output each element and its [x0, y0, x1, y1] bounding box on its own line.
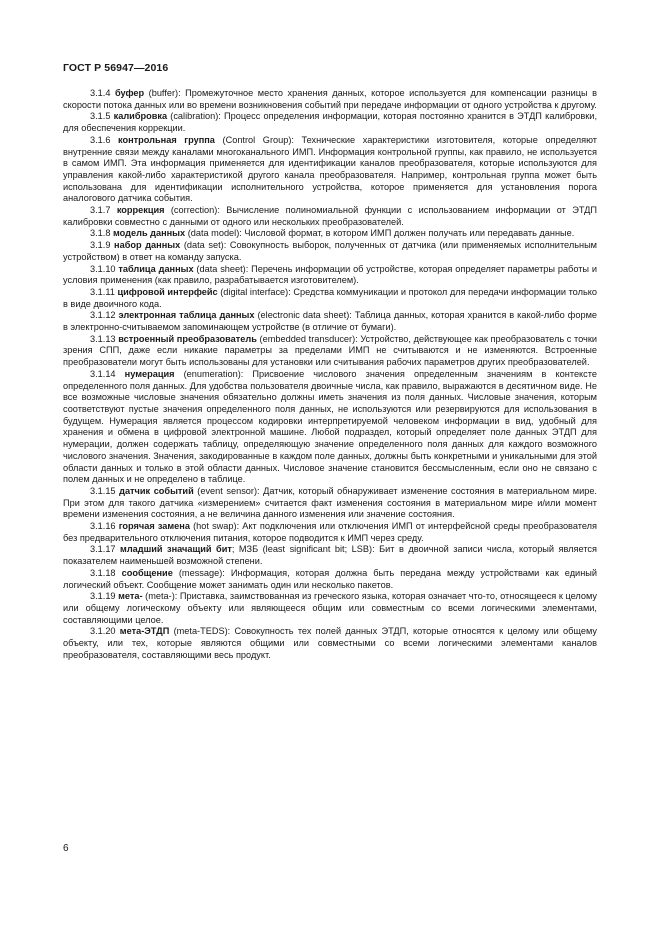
term-definition: (message): Информация, которая должна быть передана между устройствами как единый логический объект. Сообщение может занимать один или несколько пакетов.	[63, 567, 597, 590]
term-number: 3.1.20	[90, 626, 116, 637]
standard-header: ГОСТ Р 56947—2016	[63, 62, 169, 74]
term-entry	[63, 369, 597, 486]
term-number: 3.1.6	[90, 134, 111, 145]
term-title: цифровой интерфейс	[117, 286, 218, 297]
term-entry	[63, 135, 597, 205]
term-entry	[63, 486, 597, 521]
term-title: набор данных	[114, 240, 181, 251]
term-entry	[63, 310, 597, 333]
term-title: мета-ЭТДП	[119, 626, 170, 637]
term-title: контрольная группа	[118, 134, 215, 145]
term-definition: (hot swap): Акт подключения или отключения ИМП от интерфейсной среды преобразователя без предварительного отключения питания, которое подводится к ИМП через среду.	[63, 521, 597, 543]
term-entry	[63, 88, 597, 111]
term-definition: (data set): Совокупность выборок, полученных от датчика (или применяемых исполнительным устройством) в ответ на команду запуска.	[63, 240, 597, 262]
terms-section	[63, 88, 597, 661]
term-entry	[63, 334, 597, 369]
term-title: мета-	[118, 591, 143, 602]
term-definition: (embedded transducer): Устройство, действующее как преобразователь с точки зрения СПП, даже если никакие параметры за пределами ИМП не считываются и не изменяются. Встроенные преобразователи могут быть использованы для установки или считывания рабочих параметров других преобразователей.	[63, 333, 597, 368]
term-entry	[63, 287, 597, 310]
term-title: электронная таблица данных	[118, 310, 255, 321]
term-entry	[63, 521, 597, 544]
term-title: встроенный преобразователь	[118, 333, 257, 344]
term-definition: (Control Group): Технические характеристики изготовителя, которые определяют внутренние связи между каналами многоканального ИМП. Информация контрольной группы, как правило, не используется в самом ИМП. Эта информация применяется для идентификации каналов преобразователя, которые используются для управления какой-либо характеристикой другого канала преобразователя. Например, контрольная группа может быть использована для идентификации исполнительного устройства, которое применяется для установления порога аналогового датчика события.	[63, 134, 597, 204]
term-title: горячая замена	[118, 521, 190, 532]
page-number: 6	[63, 843, 69, 854]
term-number: 3.1.16	[90, 521, 116, 532]
term-title: сообщение	[121, 567, 173, 578]
term-definition: (meta-): Приставка, заимствованная из греческого языка, которая означает что-то, относящееся к целому или общему логическому объекту или являющееся общим или совместным со всеми логическими элементами, составляющими целое.	[63, 591, 597, 625]
term-title: нумерация	[124, 368, 175, 379]
term-title: модель данных	[113, 228, 186, 239]
term-definition: (data model): Числовой формат, в котором ИМП должен получать или передавать данные.	[185, 228, 575, 239]
term-entry	[63, 228, 597, 240]
term-entry	[63, 111, 597, 134]
term-definition: (correction): Вычисление полиномиальной функции с использованием информации от ЭТДП калибровки совместно с данными от одного или нескольких преобразователей.	[63, 205, 597, 227]
term-title: коррекция	[116, 205, 165, 216]
term-number: 3.1.11	[90, 286, 115, 297]
term-number: 3.1.4	[90, 88, 111, 98]
term-number: 3.1.8	[90, 228, 111, 239]
term-entry	[63, 205, 597, 228]
term-definition: (buffer): Промежуточное место хранения данных, которое используется для компенсации разницы в скорости потока данных или во времени возникновения событий при передаче информации от одного устройства к другому.	[63, 88, 597, 110]
term-number: 3.1.14	[90, 368, 116, 379]
term-title: буфер	[114, 88, 145, 98]
term-number: 3.1.17	[90, 544, 116, 555]
term-number: 3.1.13	[90, 333, 116, 344]
term-definition: (calibration): Процесс определения информации, которая постоянно хранится в ЭТДП калибровки, для обеспечения коррекции.	[63, 111, 597, 134]
term-number: 3.1.15	[90, 485, 116, 496]
term-title: младший значащий бит	[120, 544, 232, 555]
term-title: таблица данных	[118, 263, 194, 274]
term-definition: ; МЗБ (least significant bit; LSB): Бит в двоичной записи числа, который является показателем наименьшей возможной степени.	[63, 544, 597, 567]
term-definition: (meta-TEDS): Совокупность тех полей данных ЭТДП, которые относятся к целому или общему объекту, или тех, которые являются общими или совместными со всеми логическими элементами каналов преобразователя, составляющими весь продукт.	[63, 626, 597, 660]
term-definition: (data sheet): Перечень информации об устройстве, которая определяет параметры работы и условия применения (как правило, разрабатывается изготовителем).	[63, 263, 597, 286]
term-entry	[63, 240, 597, 263]
term-entry	[63, 626, 597, 661]
term-definition: (electronic data sheet): Таблица данных, которая хранится в какой-либо форме в электронно-считываемом запоминающем устройстве (в отличие от бумаги).	[63, 310, 597, 333]
term-number: 3.1.19	[90, 591, 116, 602]
term-number: 3.1.7	[90, 205, 111, 216]
term-definition: (enumeration): Присвоение числового значения определенным значениям в контексте определенного поля данных. Для удобства пользователя двоичные числа, как правило, выражаются в десятичном виде. Не все возможные числовые значения обязательно должны иметь значения из поля данных. Числовые значения, которым соответствуют пустые значения определенного поля данных, не используются или резервируются для использования в будущем. Нумерация является процессом кодировки интерпретируемой человеком информации в вид, удобный для хранения и обмена в цифровой электронной машине. Любой подраздел, который определяет поле данных ЭТДП для нумерации, должен содержать таблицу, определяющую значение определенного поля данных для каждого возможного числового значения. Значения, закодированные в каждом поле данных, должны быть конкретными и уникальными для этой области данных и только в этой области данных. Числовое значение становится бессмысленным, если оно не связано с полем данных и не определено в таблице.	[63, 368, 597, 485]
term-definition: (digital interface): Средства коммуникации и протокол для передачи информации только в виде двоичного кода.	[63, 286, 597, 309]
term-title: датчик событий	[119, 485, 194, 496]
term-number: 3.1.12	[90, 310, 116, 321]
term-number: 3.1.5	[90, 111, 111, 122]
term-title: калибровка	[113, 111, 168, 122]
term-number: 3.1.18	[90, 567, 116, 578]
term-definition: (event sensor): Датчик, который обнаруживает изменение состояния в материальном мире. При этом для такого датчика «измерением» считается факт изменения состояния в материальном мире и/или момент времени изменения состояния, а не величина данного изменения или значение состояния.	[63, 485, 597, 520]
term-entry	[63, 591, 597, 626]
term-entry	[63, 544, 597, 567]
term-entry	[63, 568, 597, 591]
term-entry	[63, 264, 597, 287]
term-number: 3.1.9	[90, 240, 111, 251]
term-number: 3.1.10	[90, 263, 116, 274]
